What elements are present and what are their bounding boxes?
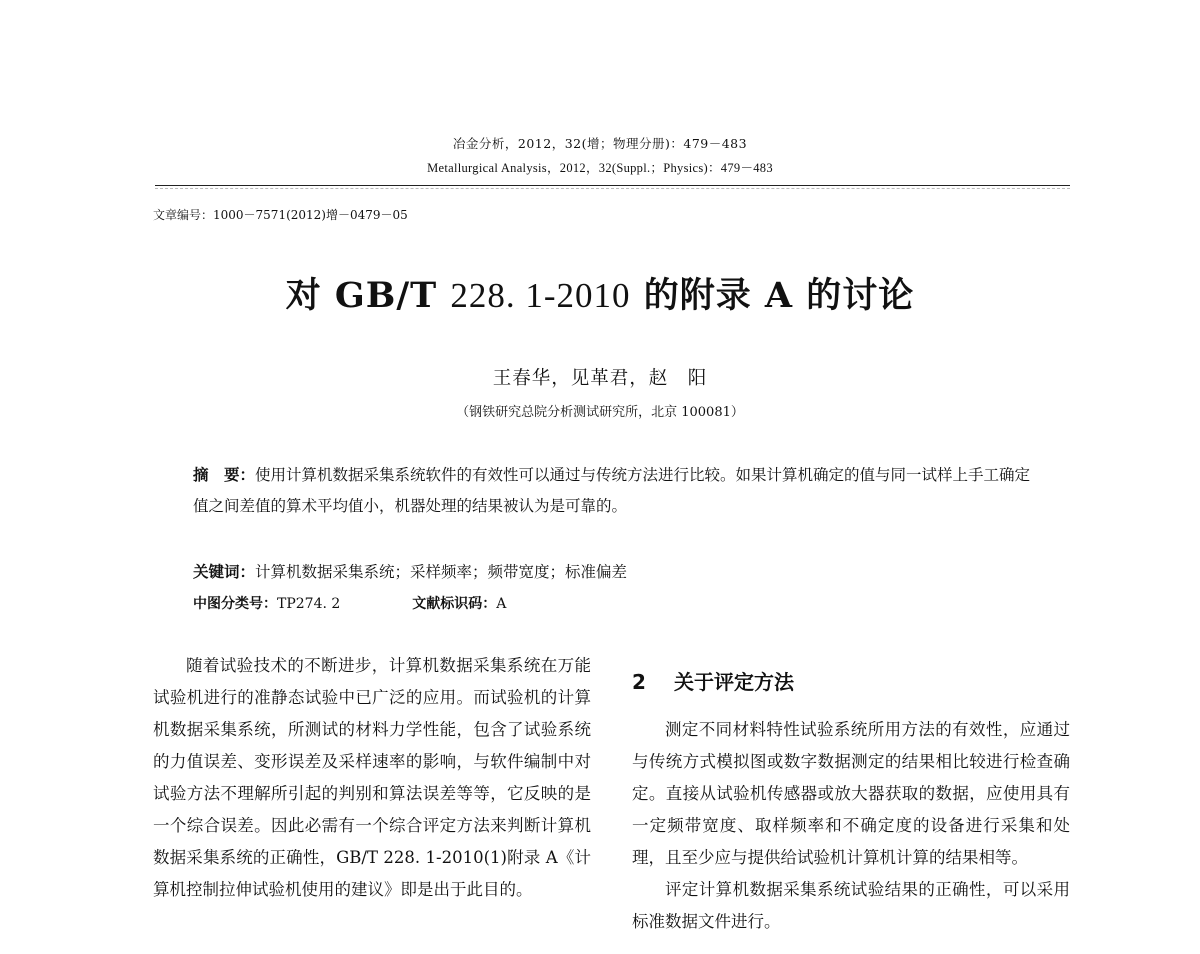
section-heading: [632, 666, 794, 695]
intro-paragraph: 随着试验技术的不断进步，计算机数据采集系统在万能试验机进行的准静态试验中已广泛的应用。而试验机的计算机数据采集系统，所测试的材料力学性能，包含了试验系统的力值误差、变形误差及采样速率的影响，与软件编制中对试验方法不理解所引起的判别和算法误差等等，它反映的是一个综合误差。因此必需有一个综合评定方法来判断计算机数据采集系统的正确性，GB/T 228. 1-2010(1)附录 A《计算机控制拉伸试验机使用的建议》即是出于此目的。: [153, 656, 591, 899]
keywords-label: 关键词：: [193, 563, 256, 581]
abstract-text: 使用计算机数据采集系统软件的有效性可以通过与传统方法进行比较。如果计算机确定的值与同一试样上手工确定值之间差值的算术平均值小，机器处理的结果被认为是可靠的。: [193, 466, 1031, 515]
journal-header-en: Metallurgical Analysis，2012，32(Suppl.；Physics)：479－483: [427, 161, 773, 175]
doc-code-label: 文献标识码：: [412, 596, 497, 612]
section-paragraph-1: 测定不同材料特性试验系统所用方法的有效性，应通过与传统方式模拟图或数字数据测定的结果相比较进行检查确定。直接从试验机传感器或放大器获取的数据，应使用具有一定频带宽度、取样频率和不确定度的设备进行采集和处理，且至少应与提供给试验机计算机计算的结果相等。: [632, 720, 1070, 867]
article-number: 文章编号：1000－7571(2012)增－0479－05: [153, 208, 408, 222]
title-suffix: 的附录 A 的讨论: [630, 275, 915, 316]
doc-code-value: A: [496, 596, 507, 612]
abstract: [193, 460, 1043, 522]
body-left-column: [153, 650, 591, 906]
header-rule: [155, 185, 1070, 186]
header-rule-dashed: [155, 188, 1070, 189]
abstract-label: 摘 要：: [193, 466, 256, 484]
section-number: 2: [632, 670, 646, 694]
keywords: [193, 560, 627, 582]
paper-title: [0, 268, 1200, 318]
clc-label: 中图分类号：: [193, 596, 277, 612]
title-prefix: 对 GB/T: [285, 275, 451, 316]
section-paragraph-2: 评定计算机数据采集系统试验结果的正确性，可以采用标准数据文件进行。: [632, 880, 1070, 931]
title-standard-number: 228. 1-2010: [450, 276, 631, 315]
affiliation: （钢铁研究总院分析测试研究所，北京 100081）: [456, 405, 744, 420]
authors: 王春华，见革君，赵 阳: [492, 368, 708, 389]
section-title: 关于评定方法: [674, 670, 794, 694]
keywords-text: 计算机数据采集系统；采样频率；频带宽度；标准偏差: [255, 563, 628, 581]
classification: [193, 593, 506, 613]
clc-value: TP274. 2: [277, 596, 341, 612]
journal-header-cn: 冶金分析，2012，32(增；物理分册)：479－483: [452, 136, 748, 151]
body-right-column: [632, 714, 1070, 938]
